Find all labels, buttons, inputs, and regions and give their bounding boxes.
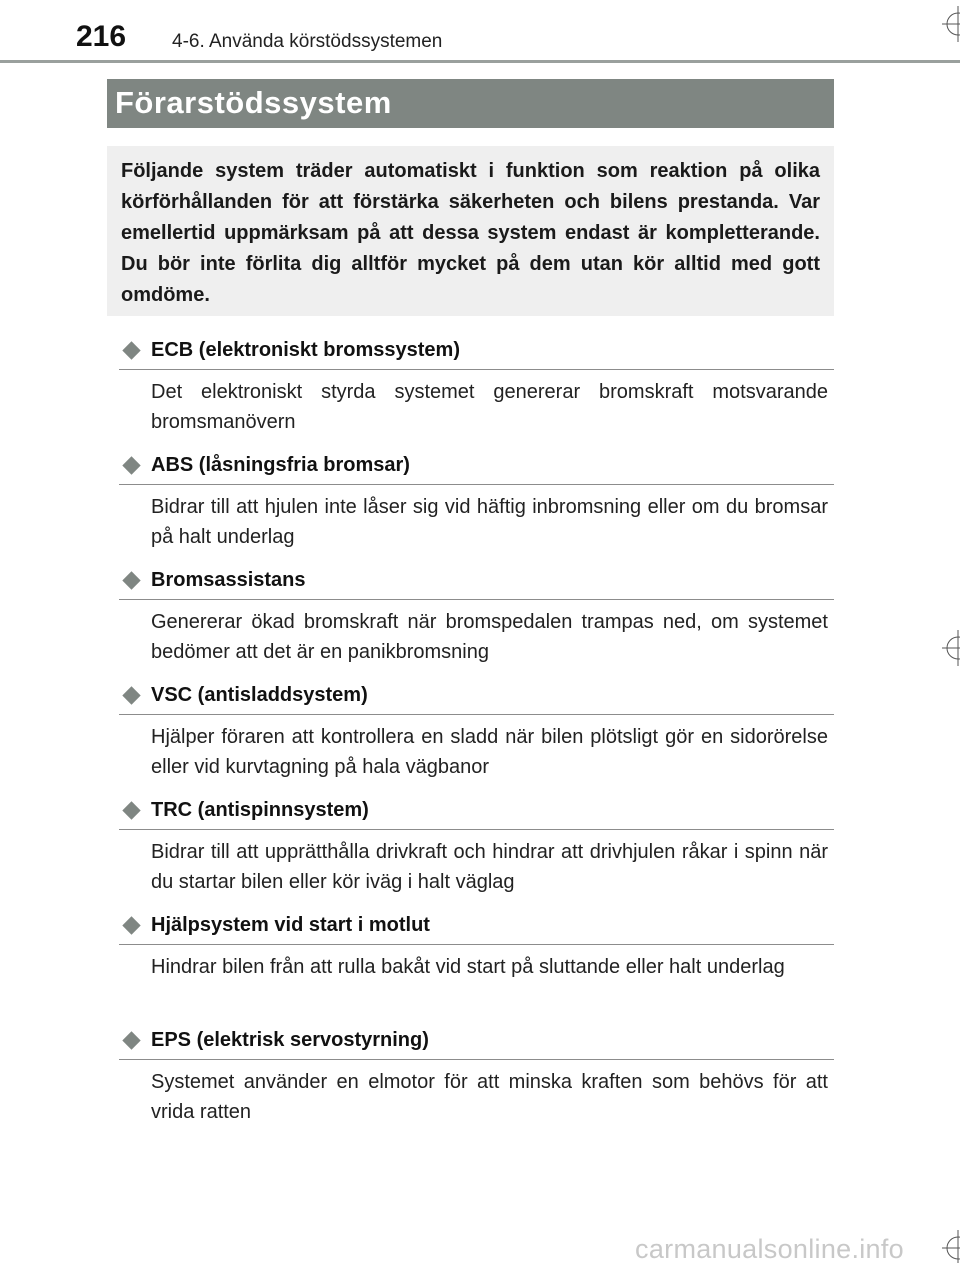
section-heading-text: EPS (elektrisk servostyrning) xyxy=(151,1029,429,1051)
intro-box: Följande system träder automatiskt i funktion som reaktion på olika körförhållanden för att förstärka säkerheten och bilens prestanda. Var emellertid uppmärksam på att dessa system endast är kompletterande. Du bör inte förlita dig alltför mycket på dem utan kör alltid med gott omdöme. xyxy=(107,146,834,316)
section-heading xyxy=(119,911,834,945)
diamond-bullet-icon xyxy=(122,341,140,359)
section-hill-start xyxy=(119,911,834,1026)
crop-mark-icon xyxy=(940,6,960,42)
section-heading xyxy=(119,796,834,830)
crop-mark-icon xyxy=(940,630,960,666)
section-brake-assist xyxy=(119,566,834,681)
diamond-bullet-icon xyxy=(122,456,140,474)
section-body: Det elektroniskt styrda systemet genererar bromskraft motsvarande bromsmanövern xyxy=(151,381,828,433)
section-heading xyxy=(119,566,834,600)
section-heading xyxy=(119,451,834,485)
section-heading-text: Bromsassistans xyxy=(151,569,306,591)
section-body: Genererar ökad bromskraft när bromspedalen trampas ned, om systemet bedömer att det är en panikbromsning xyxy=(151,611,828,663)
diamond-bullet-icon xyxy=(122,1031,140,1049)
page-title: Förarstödssystem xyxy=(107,79,834,128)
diamond-bullet-icon xyxy=(122,916,140,934)
crop-mark-icon xyxy=(940,1230,960,1263)
section-body: Bidrar till att upprätthålla drivkraft och hindrar att drivhjulen råkar i spinn när du startar bilen eller kör iväg i halt väglag xyxy=(151,841,828,893)
diamond-bullet-icon xyxy=(122,801,140,819)
section-abs xyxy=(119,451,834,566)
section-heading-text: ABS (låsningsfria bromsar) xyxy=(151,454,410,476)
diamond-bullet-icon xyxy=(122,571,140,589)
section-heading-text: Hjälpsystem vid start i motlut xyxy=(151,914,430,936)
system-list xyxy=(119,336,834,1141)
watermark: carmanualsonline.info xyxy=(635,1234,904,1264)
running-header: 4-6. Använda körstödssystemen xyxy=(172,31,443,52)
header-rule xyxy=(0,60,960,63)
section-body: Systemet använder en elmotor för att minska kraften som behövs för att vrida ratten xyxy=(151,1071,828,1123)
section-heading xyxy=(119,681,834,715)
section-ecb xyxy=(119,336,834,451)
section-eps xyxy=(119,1026,834,1141)
diamond-bullet-icon xyxy=(122,686,140,704)
section-heading-text: ECB (elektroniskt bromssystem) xyxy=(151,339,460,361)
section-heading-text: TRC (antispinnsystem) xyxy=(151,799,369,821)
section-trc xyxy=(119,796,834,911)
page-number: 216 xyxy=(76,20,127,53)
section-vsc xyxy=(119,681,834,796)
section-body: Hjälper föraren att kontrollera en sladd när bilen plötsligt gör en sidorörelse eller vid kurvtagning på hala vägbanor xyxy=(151,726,828,778)
section-heading xyxy=(119,336,834,370)
section-heading xyxy=(119,1026,834,1060)
section-body: Bidrar till att hjulen inte låser sig vid häftig inbromsning eller om du bromsar på halt underlag xyxy=(151,496,828,548)
section-heading-text: VSC (antisladdsystem) xyxy=(151,684,368,706)
section-body: Hindrar bilen från att rulla bakåt vid start på sluttande eller halt underlag xyxy=(151,956,785,978)
